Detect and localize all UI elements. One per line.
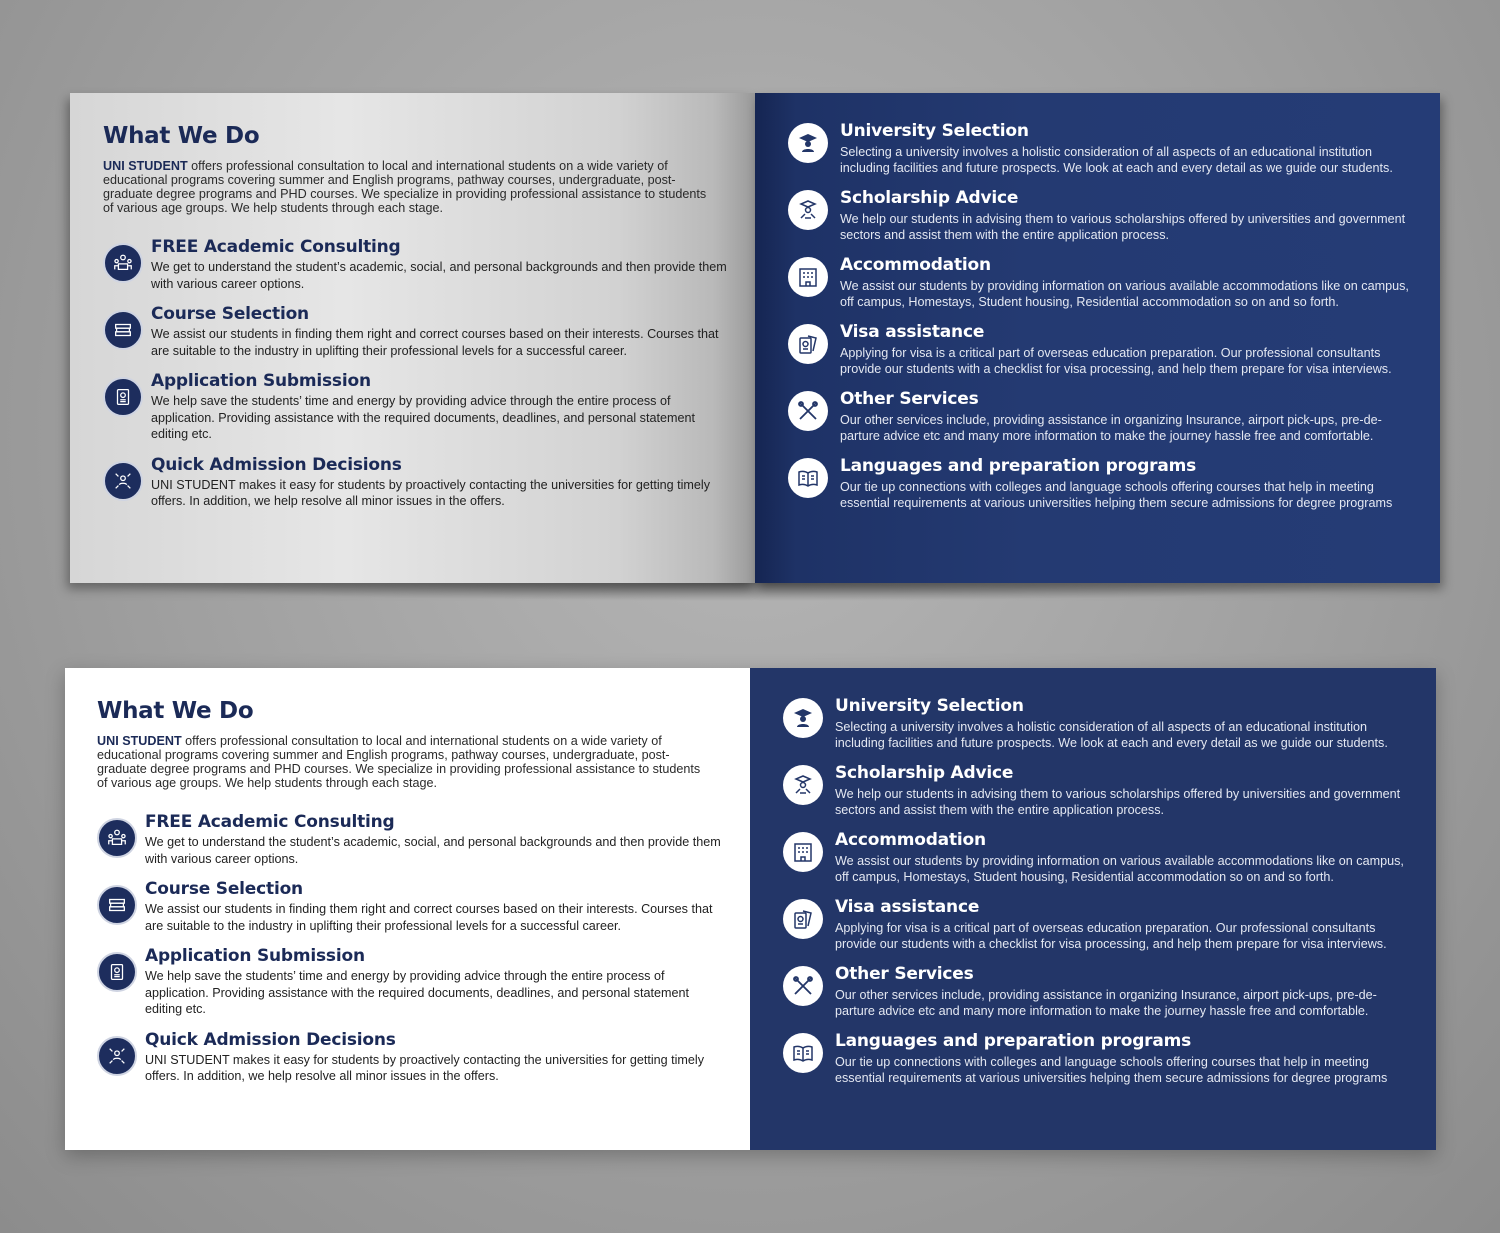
service-heading: FREE Academic Consulting bbox=[145, 812, 395, 832]
service-item bbox=[783, 830, 1414, 885]
decision-icon bbox=[103, 461, 143, 501]
service-item bbox=[97, 1030, 722, 1085]
building-icon bbox=[788, 257, 828, 297]
service-item bbox=[788, 322, 1418, 377]
service-item bbox=[788, 456, 1418, 511]
service-description: Selecting a university involves a holistic consideration of all aspects of an educational institution including facilities and future prospects. We look at each and every detail as we guide our students. bbox=[840, 145, 1393, 175]
intro-text: offers professional consultation to local and international students on a wide variety of educational programs covering summer and English programs, pathway courses, undergraduate, post-graduate degree programs and PHD courses. We specialize in providing professional assistance to students of various age groups. We help students through each stage. bbox=[103, 159, 707, 215]
service-heading: University Selection bbox=[835, 696, 1024, 716]
service-description: UNI STUDENT makes it easy for students by proactively contacting the universities for getting timely offers. In addition, we help resolve all minor issues in the offers. bbox=[145, 1052, 705, 1083]
service-heading: Visa assistance bbox=[840, 322, 985, 342]
scholarship-icon bbox=[783, 765, 823, 805]
service-heading: University Selection bbox=[840, 121, 1029, 141]
service-item bbox=[783, 1031, 1414, 1086]
service-heading: Application Submission bbox=[145, 946, 365, 966]
brand-name: UNI STUDENT bbox=[97, 734, 182, 748]
consulting-icon bbox=[103, 243, 143, 283]
intro-paragraph bbox=[103, 159, 715, 215]
scholarship-icon bbox=[788, 190, 828, 230]
document-icon bbox=[103, 377, 143, 417]
page-title: What We Do bbox=[103, 123, 260, 149]
service-item bbox=[103, 237, 727, 292]
service-description: Applying for visa is a critical part of overseas education preparation. Our professional consultants provide our students with a checklist for visa processing, and help them prepare for visa interviews. bbox=[835, 921, 1387, 951]
service-heading: Languages and preparation programs bbox=[840, 456, 1197, 476]
service-description: We assist our students by providing information on various available accommodations like on campus, off campus, Homestays, Student housing, Residential accommodation so on and so forth. bbox=[835, 854, 1404, 884]
service-heading: Course Selection bbox=[145, 879, 303, 899]
service-heading: Visa assistance bbox=[835, 897, 980, 917]
service-description: We assist our students in finding them right and correct courses based on their interests. Courses that are suitable to the industry in uplifting their professional levels for a successful career. bbox=[151, 327, 719, 358]
service-heading: Accommodation bbox=[840, 255, 991, 275]
service-description: Our other services include, providing assistance in organizing Insurance, airport pick-ups, pre-de-parture advice etc and many more information to make the journey hassle free and comfortable. bbox=[835, 988, 1377, 1018]
service-description: Our tie up connections with colleges and language schools offering courses that help in meeting essential requirements at various universities helping them secure admissions for degree programs bbox=[835, 1055, 1388, 1085]
brochure-mockup-top bbox=[70, 93, 1440, 583]
service-item bbox=[783, 696, 1414, 751]
service-description: We get to understand the student’s academic, social, and personal backgrounds and then provide them with various career options. bbox=[145, 835, 721, 866]
service-heading: FREE Academic Consulting bbox=[151, 237, 401, 257]
service-heading: Course Selection bbox=[151, 304, 309, 324]
tools-icon bbox=[783, 966, 823, 1006]
intro-text: offers professional consultation to local and international students on a wide variety of educational programs covering summer and English programs, pathway courses, undergraduate, post-graduate degree programs and PHD courses. We specialize in providing professional assistance to students of various age groups. We help students through each stage. bbox=[97, 734, 701, 790]
service-description: We help our students in advising them to various scholarships offered by universities and government sectors and assist them with the entire application process. bbox=[835, 787, 1401, 817]
service-description: Our other services include, providing assistance in organizing Insurance, airport pick-ups, pre-de-parture advice etc and many more information to make the journey hassle free and comfortable. bbox=[840, 413, 1382, 443]
service-description: We assist our students by providing information on various available accommodations like on campus, off campus, Homestays, Student housing, Residential accommodation so on and so forth. bbox=[840, 279, 1409, 309]
service-description: We help save the students’ time and energy by providing advice through the entire process of application. Providing assistance with the required documents, deadlines, and personal statement editing etc. bbox=[151, 394, 695, 441]
right-page bbox=[755, 93, 1440, 583]
service-item bbox=[788, 255, 1418, 310]
service-heading: Application Submission bbox=[151, 371, 371, 391]
brand-name: UNI STUDENT bbox=[103, 159, 188, 173]
service-item bbox=[788, 121, 1418, 176]
service-item bbox=[97, 879, 722, 934]
service-item bbox=[103, 304, 727, 359]
service-item bbox=[97, 812, 722, 867]
service-item bbox=[783, 964, 1414, 1019]
service-description: Our tie up connections with colleges and language schools offering courses that help in meeting essential requirements at various universities helping them secure admissions for degree programs bbox=[840, 480, 1393, 510]
service-description: We assist our students in finding them right and correct courses based on their interests. Courses that are suitable to the industry in uplifting their professional levels for a successful career. bbox=[145, 902, 713, 933]
service-item bbox=[97, 946, 722, 1018]
service-description: We help our students in advising them to various scholarships offered by universities and government sectors and assist them with the entire application process. bbox=[840, 212, 1406, 242]
book-open-icon bbox=[783, 1033, 823, 1073]
service-item bbox=[788, 188, 1418, 243]
book-open-icon bbox=[788, 458, 828, 498]
right-page bbox=[750, 668, 1436, 1150]
service-description: We get to understand the student’s academic, social, and personal backgrounds and then provide them with various career options. bbox=[151, 260, 727, 291]
service-heading: Accommodation bbox=[835, 830, 986, 850]
intro-paragraph bbox=[97, 734, 709, 790]
tools-icon bbox=[788, 391, 828, 431]
service-description: Selecting a university involves a holistic consideration of all aspects of an educational institution including facilities and future prospects. We look at each and every detail as we guide our students. bbox=[835, 720, 1388, 750]
books-icon bbox=[97, 885, 137, 925]
graduate-icon bbox=[788, 123, 828, 163]
document-icon bbox=[97, 952, 137, 992]
page-title: What We Do bbox=[97, 698, 254, 724]
service-description: UNI STUDENT makes it easy for students by proactively contacting the universities for getting timely offers. In addition, we help resolve all minor issues in the offers. bbox=[151, 477, 711, 508]
books-icon bbox=[103, 310, 143, 350]
service-item bbox=[103, 371, 727, 443]
passport-icon bbox=[783, 899, 823, 939]
service-heading: Scholarship Advice bbox=[840, 188, 1019, 208]
service-item bbox=[103, 455, 727, 510]
left-page bbox=[65, 668, 750, 1150]
building-icon bbox=[783, 832, 823, 872]
service-heading: Scholarship Advice bbox=[835, 763, 1014, 783]
brochure-flat-bottom bbox=[65, 668, 1436, 1150]
service-item bbox=[783, 897, 1414, 952]
graduate-icon bbox=[783, 698, 823, 738]
passport-icon bbox=[788, 324, 828, 364]
service-heading: Quick Admission Decisions bbox=[151, 454, 402, 475]
consulting-icon bbox=[97, 818, 137, 858]
service-description: Applying for visa is a critical part of overseas education preparation. Our professional consultants provide our students with a checklist for visa processing, and help them prepare for visa interviews. bbox=[840, 346, 1392, 376]
service-heading: Quick Admission Decisions bbox=[145, 1029, 396, 1050]
service-heading: Other Services bbox=[840, 389, 979, 409]
left-page bbox=[70, 93, 755, 583]
service-item bbox=[783, 763, 1414, 818]
service-description: We help save the students’ time and energy by providing advice through the entire process of application. Providing assistance with the required documents, deadlines, and personal statement editing etc. bbox=[145, 969, 689, 1016]
service-item bbox=[788, 389, 1418, 444]
decision-icon bbox=[97, 1036, 137, 1076]
service-heading: Other Services bbox=[835, 964, 974, 984]
service-heading: Languages and preparation programs bbox=[835, 1031, 1192, 1051]
